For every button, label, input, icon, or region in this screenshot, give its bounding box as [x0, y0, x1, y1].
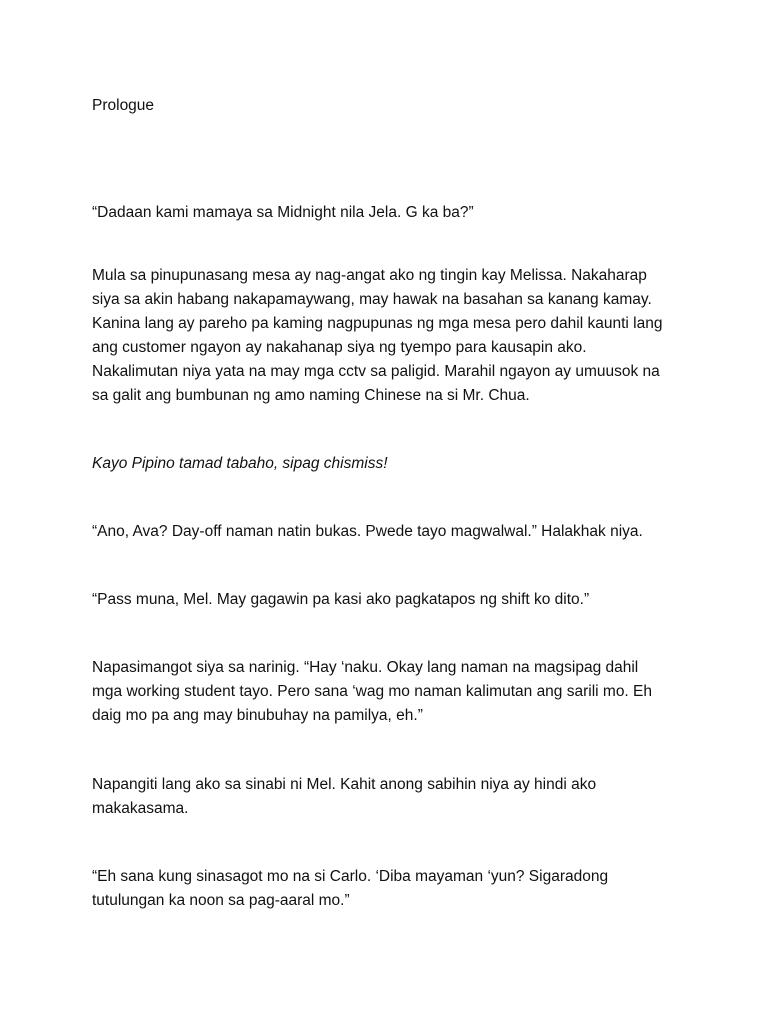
paragraph-7-line-1: Napangiti lang ako sa sinabi ni Mel. Kahit anong sabihin niya ay hindi ako [92, 776, 597, 793]
paragraph-6-line-2: mga working student tayo. Pero sana ‘wag mo naman kalimutan ang sarili mo. Eh [92, 683, 653, 700]
document-heading: Prologue [92, 97, 155, 114]
paragraph-5-line-1: “Pass muna, Mel. May gagawin pa kasi ako pagkatapos ng shift ko dito.” [92, 591, 590, 608]
paragraph-2-line-6: sa galit ang bumbunan ng amo naming Chinese na si Mr. Chua. [92, 387, 530, 404]
paragraph-2-line-1: Mula sa pinupunasang mesa ay nag-angat ako ng tingin kay Melissa. Nakaharap [92, 267, 647, 284]
paragraph-8-line-1: “Eh sana kung sinasagot mo na si Carlo. ‘Diba mayaman ‘yun? Sigaradong [92, 868, 609, 885]
paragraph-7-line-2: makakasama. [92, 800, 189, 817]
paragraph-3-line-1: Kayo Pipino tamad tabaho, sipag chismiss! [92, 455, 388, 472]
paragraph-2-line-5: Nakalimutan niya yata na may mga cctv sa paligid. Marahil ngayon ay umuusok na [92, 363, 660, 380]
paragraph-1-line-1: “Dadaan kami mamaya sa Midnight nila Jela. G ka ba?” [92, 204, 474, 221]
paragraph-6-line-3: daig mo pa ang may binubuhay na pamilya, eh.” [92, 707, 423, 724]
paragraph-2-line-2: siya sa akin habang nakapamaywang, may hawak na basahan sa kanang kamay. [92, 291, 652, 308]
paragraph-2-line-4: ang customer ngayon ay nakahanap siya ng tyempo para kausapin ako. [92, 339, 587, 356]
paragraph-6-line-1: Napasimangot siya sa narinig. “Hay ‘naku. Okay lang naman na magsipag dahil [92, 659, 639, 676]
paragraph-2-line-3: Kanina lang ay pareho pa kaming nagpupunas ng mga mesa pero dahil kaunti lang [92, 315, 663, 332]
paragraph-8-line-2: tutulungan ka noon sa pag-aaral mo.” [92, 892, 350, 909]
paragraph-4-line-1: “Ano, Ava? Day-off naman natin bukas. Pwede tayo magwalwal.” Halakhak niya. [92, 523, 643, 540]
